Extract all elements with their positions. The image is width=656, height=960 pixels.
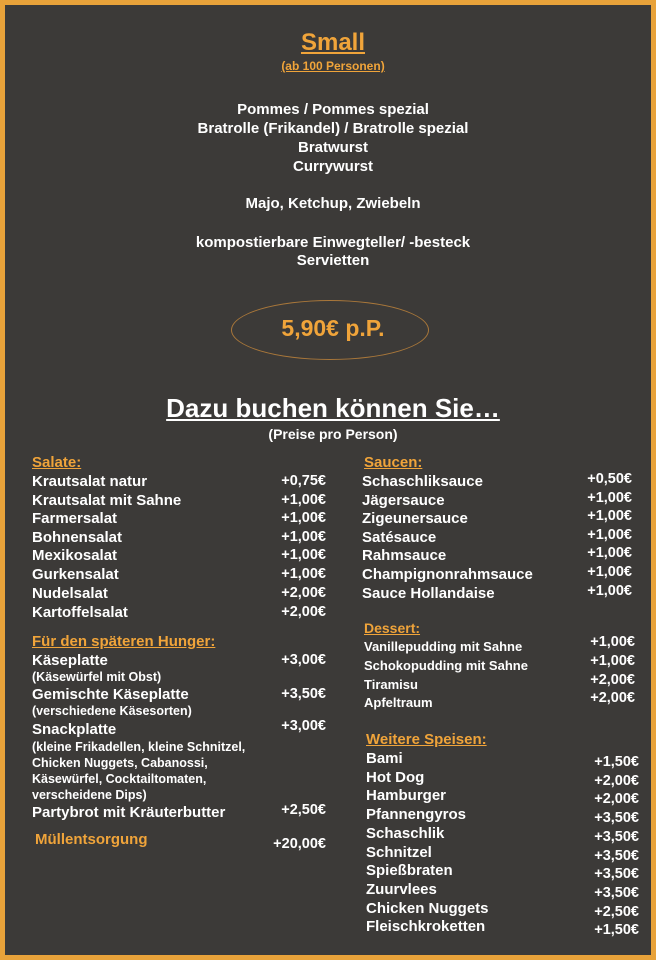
package-line: Pommes / Pommes spezial <box>237 101 429 118</box>
menu-item-price: +1,00€ <box>281 492 326 508</box>
package-line: Majo, Ketchup, Zwiebeln <box>245 195 421 212</box>
menu-item-price: +0,75€ <box>281 473 326 489</box>
menu-item-price: +2,00€ <box>590 690 635 706</box>
menu-item-name: Fleischkroketten <box>366 918 486 935</box>
package-price: 5,90€ p.P. <box>281 315 385 341</box>
waste-disposal-label: Müllentsorgung <box>35 831 148 848</box>
package-line: Currywurst <box>292 158 374 175</box>
menu-item-price: +3,50€ <box>594 866 639 882</box>
package-line: Servietten <box>296 252 370 269</box>
menu-item-price: +2,00€ <box>594 791 639 807</box>
menu-item-price: +3,00€ <box>281 718 326 734</box>
menu-item-name: Nudelsalat <box>32 585 108 602</box>
package-line: Bratrolle (Frikandel) / Bratrolle spezial <box>197 120 469 137</box>
menu-item-note: Käsewürfel, Cocktailtomaten, <box>32 772 207 786</box>
menu-item-name: Krautsalat natur <box>32 473 148 490</box>
package-line: Bratwurst <box>297 139 368 156</box>
menu-item-name: Pfannengyros <box>366 806 467 823</box>
menu-item-name: Zuurvlees <box>366 881 437 898</box>
menu-item-name: Farmersalat <box>32 510 118 527</box>
menu-item-name: Zigeunersauce <box>362 510 468 527</box>
menu-item-note: (Käsewürfel mit Obst) <box>32 670 162 684</box>
waste-disposal-price: +20,00€ <box>273 836 326 852</box>
menu-item-price: +1,00€ <box>590 634 635 650</box>
menu-item-price: +3,00€ <box>281 652 326 668</box>
menu-item-name: Mexikosalat <box>32 547 118 564</box>
menu-item-price: +1,00€ <box>590 653 635 669</box>
menu-item-price: +2,50€ <box>281 802 326 818</box>
menu-item-note: verscheidene Dips) <box>32 788 147 802</box>
menu-item-note: (kleine Frikadellen, kleine Schnitzel, <box>32 740 246 754</box>
menu-item-name: Gurkensalat <box>32 566 119 583</box>
menu-item-price: +1,00€ <box>587 583 632 599</box>
extras-heading: Dazu buchen können Sie… <box>166 393 500 423</box>
menu-item-note: (verschiedene Käsesorten) <box>32 704 192 718</box>
menu-item-name: Champignonrahmsauce <box>362 566 533 583</box>
menu-item-name: Apfeltraum <box>364 695 433 710</box>
menu-item-price: +2,00€ <box>594 773 639 789</box>
package-subtitle: (ab 100 Personen) <box>281 59 385 73</box>
menu-item-name: Bami <box>366 750 403 767</box>
menu-item-price: +2,00€ <box>281 604 326 620</box>
menu-item-name: Vanillepudding mit Sahne <box>364 639 523 654</box>
menu-item-note: Chicken Nuggets, Cabanossi, <box>32 756 208 770</box>
menu-item-name: Chicken Nuggets <box>366 900 489 917</box>
package-title: Small <box>300 29 366 56</box>
menu-item-name: Hamburger <box>366 787 447 804</box>
menu-item-name: Jägersauce <box>362 492 445 509</box>
saucen-title: Saucen: <box>364 454 423 471</box>
menu-item-price: +1,00€ <box>587 490 632 506</box>
menu-item-price: +2,00€ <box>281 585 326 601</box>
menu-item-price: +2,50€ <box>594 904 639 920</box>
menu-item-name: Partybrot mit Kräuterbutter <box>32 804 226 821</box>
extras-subheading: (Preise pro Person) <box>268 426 398 442</box>
weitere-title: Weitere Speisen: <box>366 731 487 748</box>
menu-item-name: Tiramisu <box>364 677 418 692</box>
menu-item-price: +3,50€ <box>594 848 639 864</box>
menu-item-price: +1,00€ <box>587 508 632 524</box>
menu-item-price: +1,50€ <box>594 922 639 938</box>
menu-item-name: Schokopudding mit Sahne <box>364 658 528 673</box>
menu-item-price: +1,00€ <box>281 529 326 545</box>
menu-item-price: +3,50€ <box>594 829 639 845</box>
menu-item-price: +3,50€ <box>594 885 639 901</box>
menu-item-price: +2,00€ <box>590 672 635 688</box>
menu-item-name: Hot Dog <box>366 769 425 786</box>
menu-item-name: Schaschlik <box>366 825 445 842</box>
menu-item-price: +1,50€ <box>594 754 639 770</box>
dessert-title: Dessert: <box>364 620 421 636</box>
menu-item-name: Schnitzel <box>366 844 432 861</box>
salate-title: Salate: <box>32 454 82 471</box>
menu-item-name: Bohnensalat <box>32 529 123 546</box>
menu-item-name: Snackplatte <box>32 721 117 738</box>
menu-item-price: +1,00€ <box>587 564 632 580</box>
menu-item-name: Rahmsauce <box>362 547 447 564</box>
menu-item-name: Gemischte Käseplatte <box>32 686 189 703</box>
menu-item-name: Schaschliksauce <box>362 473 483 490</box>
menu-item-price: +3,50€ <box>281 686 326 702</box>
menu-item-price: +1,00€ <box>281 510 326 526</box>
menu-item-price: +1,00€ <box>587 545 632 561</box>
menu-item-price: +3,50€ <box>594 810 639 826</box>
menu-item-name: Kartoffelsalat <box>32 604 128 621</box>
menu-item-price: +1,00€ <box>587 527 632 543</box>
menu-item-price: +0,50€ <box>587 471 632 487</box>
hunger-title: Für den späteren Hunger: <box>32 633 216 650</box>
menu-item-name: Sauce Hollandaise <box>362 585 495 602</box>
menu-item-price: +1,00€ <box>281 547 326 563</box>
menu-item-name: Krautsalat mit Sahne <box>32 492 182 509</box>
menu-item-name: Satésauce <box>362 529 437 546</box>
menu-item-name: Spießbraten <box>366 862 453 879</box>
package-line: kompostierbare Einwegteller/ -besteck <box>195 234 471 251</box>
menu-item-price: +1,00€ <box>281 566 326 582</box>
menu-item-name: Käseplatte <box>32 652 108 669</box>
